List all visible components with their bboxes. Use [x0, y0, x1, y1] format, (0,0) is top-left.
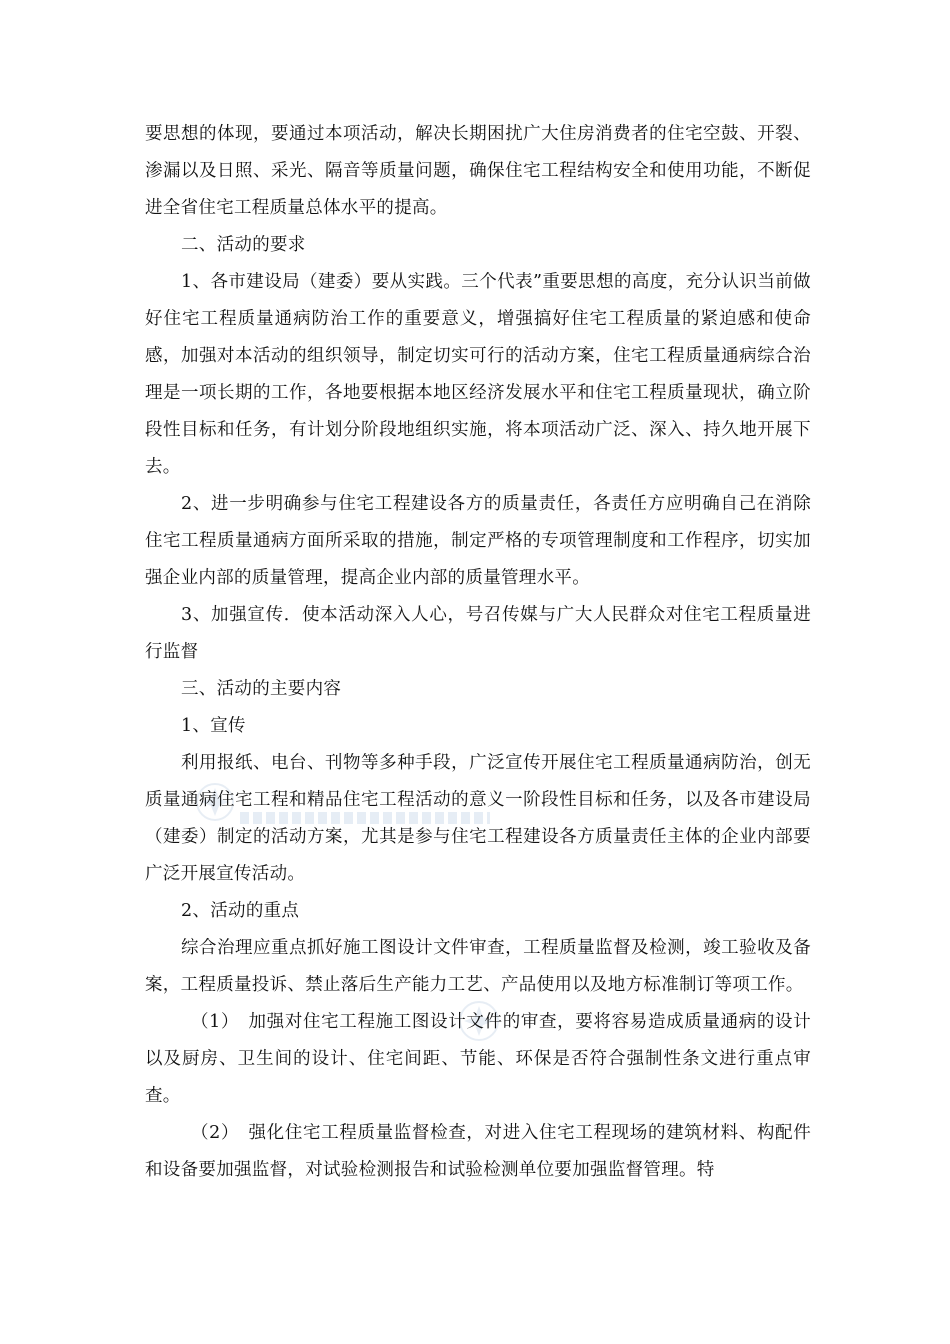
section-heading-main-content: 三、活动的主要内容 [181, 679, 342, 699]
subheading-focus: 2、活动的重点 [181, 901, 300, 921]
requirement-item-3: 3、加强宣传．使本活动深入人心，号召传媒与广大人民群众对住宅工程质量进行监督 [145, 605, 811, 662]
section-heading-requirements: 二、活动的要求 [181, 235, 306, 255]
publicity-paragraph: 利用报纸、电台、刊物等多种手段，广泛宣传开展住宅工程质量通病防治，创无质量通病住宅工程和精品住宅工程活动的意义一阶段性目标和任务，以及各市建设局（建委）制定的活动方案，尤其是参与住宅工程建设各方质量责任主体的企业内部要广泛开展宣传活动。 [145, 753, 811, 884]
paragraph-continuation: 要思想的体现，要通过本项活动，解决长期困扰广大住房消费者的住宅空鼓、开裂、渗漏以及日照、采光、隔音等质量问题，确保住宅工程结构安全和使用功能，不断促进全省住宅工程质量总体水平的提高。 [145, 124, 811, 218]
focus-item-1: （1） 加强对住宅工程施工图设计文件的审查，要将容易造成质量通病的设计以及厨房、卫生间的设计、住宅间距、节能、环保是否符合强制性条文进行重点审查。 [145, 1012, 811, 1106]
focus-item-2: （2） 强化住宅工程质量监督检查，对进入住宅工程现场的建筑材料、构配件和设备要加强监督，对试验检测报告和试验检测单位要加强监督管理。特 [145, 1123, 811, 1180]
subheading-publicity: 1、宣传 [181, 716, 246, 736]
focus-paragraph: 综合治理应重点抓好施工图设计文件审查，工程质量监督及检测，竣工验收及备案，工程质量投诉、禁止落后生产能力工艺、产品使用以及地方标准制订等项工作。 [145, 938, 811, 995]
document-body [145, 116, 811, 1189]
requirement-item-2: 2、进一步明确参与住宅工程建设各方的质量责任，各责任方应明确自己在消除住宅工程质量通病方面所采取的措施，制定严格的专项管理制度和工作程序，切实加强企业内部的质量管理，提高企业内部的质量管理水平。 [145, 494, 811, 588]
requirement-item-1: 1、各市建设局（建委）要从实践。三个代表”重要思想的高度，充分认识当前做好住宅工程质量通病防治工作的重要意义，增强搞好住宅工程质量的紧迫感和使命感，加强对本活动的组织领导，制定切实可行的活动方案，住宅工程质量通病综合治理是一项长期的工作，各地要根据本地区经济发展水平和住宅工程质量现状，确立阶段性目标和任务，有计划分阶段地组织实施，将本项活动广泛、深入、持久地开展下去。 [145, 272, 811, 477]
